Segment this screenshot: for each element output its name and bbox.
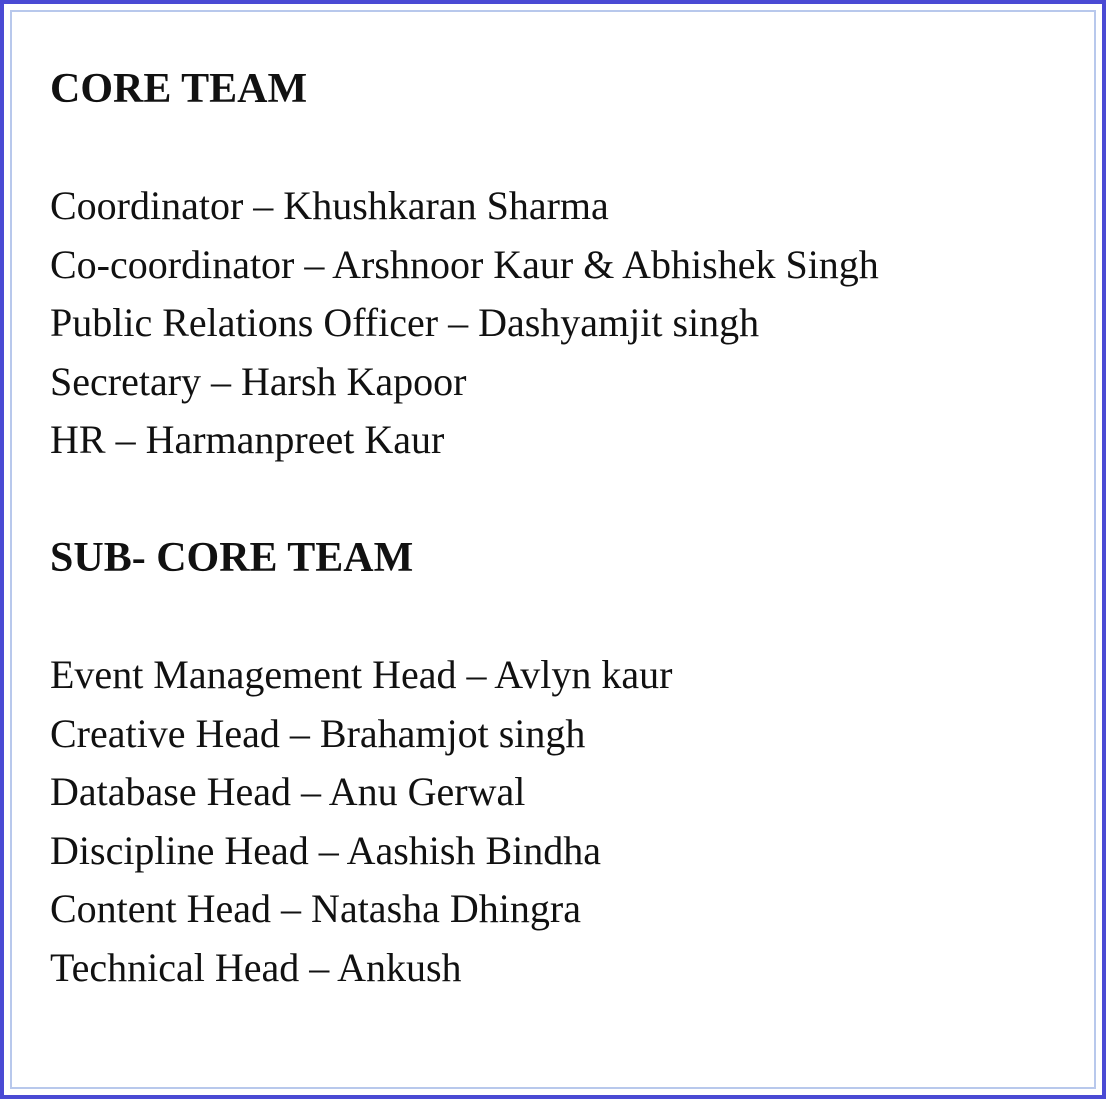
core-team-member: Secretary – Harsh Kapoor (50, 358, 467, 404)
core-team-member: Co-coordinator – Arshnoor Kaur & Abhishek Singh (50, 241, 879, 287)
sub-core-team-list (50, 652, 672, 1004)
core-team-member: HR – Harmanpreet Kaur (50, 417, 445, 463)
core-team-list (50, 183, 879, 476)
core-team-heading: CORE TEAM (50, 66, 308, 112)
sub-core-team-member: Database Head – Anu Gerwal (50, 769, 526, 815)
sub-core-team-member: Event Management Head – Avlyn kaur (50, 652, 673, 697)
sub-core-team-member: Discipline Head – Aashish Bindha (50, 827, 602, 873)
sub-core-team-member: Creative Head – Brahamjot singh (50, 710, 586, 756)
core-team-member: Public Relations Officer – Dashyamjit singh (50, 300, 760, 346)
sub-core-team-member: Content Head – Natasha Dhingra (50, 886, 581, 932)
sub-core-team-member: Technical Head – Ankush (50, 944, 462, 990)
sub-core-team-heading: SUB- CORE TEAM (50, 535, 414, 581)
core-team-member: Coordinator – Khushkaran Sharma (50, 183, 609, 228)
